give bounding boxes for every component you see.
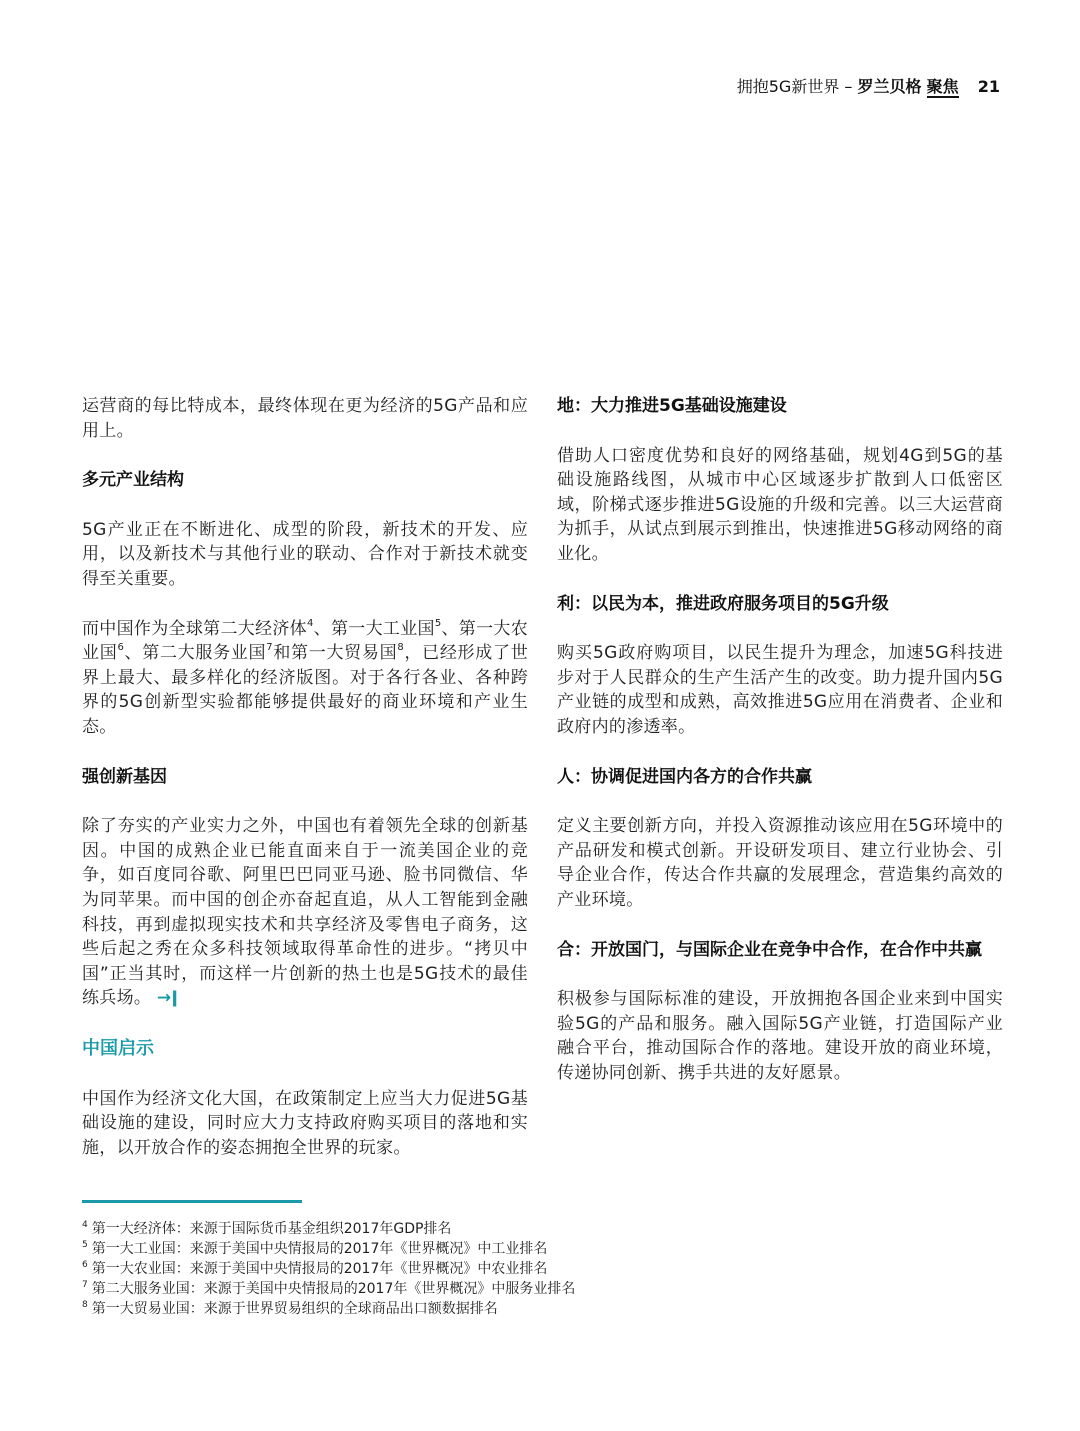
paragraph-innovation [82, 814, 528, 1011]
running-header [737, 76, 1000, 98]
footnote-text: 第一大工业国：来源于美国中央情报局的2017年《世界概况》中工业排名 [91, 1241, 548, 1257]
economy-text-5: 和第一大贸易国 [272, 643, 398, 664]
footnote-text: 第一大贸易业国：来源于世界贸易组织的全球商品出口额数据排名 [91, 1301, 498, 1317]
footnote-number: 4 [82, 1220, 88, 1230]
economy-text-6: ，已经形成了世界上最大、最多样化的经济版图。对于各行各业、各种跨界的5G创新型实验都能够提供最好的商业环境和产业生态。 [82, 643, 528, 737]
footnote-number: 6 [82, 1260, 88, 1270]
heading-diverse-industry: 多元产业结构 [82, 470, 184, 491]
footnote-text: 第一大农业国：来源于美国中央情报局的2017年《世界概况》中农业排名 [91, 1261, 548, 1277]
footnote-item [82, 1259, 682, 1279]
economy-text-2: 、第一大工业国 [313, 618, 435, 639]
footnote-number: 7 [82, 1280, 88, 1290]
paragraph-di: 借助人口密度优势和良好的网络基础，规划4G到5G的基础设施路线图，从城市中心区域逐步扩散到人口低密区域，阶梯式逐步推进5G设施的升级和完善。以三大运营商为抓手，从试点到展示到推出，快速推进5G移动网络的商业化。 [557, 445, 1003, 564]
header-title: 拥抱5G新世界 [736, 77, 840, 96]
heading-li: 利：以民为本，推进政府服务项目的5G升级 [557, 593, 889, 614]
page-number: 21 [977, 77, 1000, 96]
paragraph-economy [82, 617, 528, 740]
end-arrow-icon: →ǀ [156, 988, 179, 1009]
heading-innovation-gene: 强创新基因 [82, 766, 167, 787]
footnote-text: 第二大服务业国：来源于美国中央情报局的2017年《世界概况》中服务业排名 [91, 1281, 576, 1297]
left-column [82, 394, 528, 1186]
footnotes [82, 1219, 682, 1319]
economy-text-4: 、第二大服务业国 [124, 643, 267, 664]
footnote-ref-5: 5 [434, 617, 442, 629]
footnote-divider [82, 1200, 302, 1203]
footnote-item [82, 1299, 682, 1319]
innovation-text: 除了夯实的产业实力之外，中国也有着领先全球的创新基因。中国的成熟企业已能直面来自于一流美国企业的竞争，如百度同谷歌、阿里巴巴同亚马逊、脸书同微信、华为同苹果。而中国的创企亦奋起直追，从人工智能到金融科技，再到虚拟现实技术和共享经济及零售电子商务，这些后起之秀在众多科技领域取得革命性的进步。“拷贝中国”正当其时，而这样一片创新的热土也是5G技术的最佳练兵场。 [82, 816, 528, 1009]
paragraph-he: 积极参与国际标准的建设，开放拥抱各国企业来到中国实验5G的产品和服务。融入国际5G产业链，打造国际产业融合平台，推动国际合作的落地。建设开放的商业环境，传递协同创新、携手共进的友好愿景。 [557, 989, 1003, 1083]
heading-ren: 人：协调促进国内各方的合作共赢 [557, 766, 812, 787]
footnote-number: 5 [82, 1240, 88, 1250]
right-column [557, 394, 1003, 1110]
footnote-item [82, 1279, 682, 1299]
header-dash: – [844, 77, 853, 96]
paragraph-li: 购买5G政府购项目，以民生提升为理念，加速5G科技进步对于人民群众的生产生活产生的改变。助力提升国内5G产业链的成型和成熟，高效推进5G应用在消费者、企业和政府内的渗透率。 [557, 643, 1003, 737]
economy-text-1: 而中国作为全球第二大经济体 [82, 618, 307, 639]
paragraph-cost: 运营商的每比特成本，最终体现在更为经济的5G产品和应用上。 [82, 396, 528, 441]
paragraph-industry-evolution: 5G产业正在不断进化、成型的阶段，新技术的开发、应用，以及新技术与其他行业的联动、合作对于新技术就变得至关重要。 [82, 519, 528, 589]
footnote-ref-4: 4 [306, 617, 314, 629]
heading-china-insights: 中国启示 [82, 1037, 154, 1059]
footnote-ref-8: 8 [397, 642, 404, 654]
footnote-ref-6: 6 [117, 642, 125, 654]
economy-text-3: 、第一大农业国 [82, 618, 529, 664]
paragraph-china-insights: 中国作为经济文化大国，在政策制定上应当大力促进5G基础设施的建设，同时应大力支持政府购买项目的落地和实施，以开放合作的姿态拥抱全世界的玩家。 [82, 1088, 528, 1159]
footnote-text: 第一大经济体：来源于国际货币基金组织2017年GDP排名 [91, 1221, 452, 1237]
heading-di: 地：大力推进5G基础设施建设 [557, 396, 787, 416]
heading-he: 合：开放国门，与国际企业在竞争中合作，在合作中共赢 [557, 939, 982, 960]
footnote-ref-7: 7 [266, 642, 273, 654]
footnote-number: 8 [82, 1300, 88, 1310]
footnote-item [82, 1219, 682, 1239]
header-focus: 聚焦 [926, 77, 959, 96]
paragraph-ren: 定义主要创新方向，并投入资源推动该应用在5G环境中的产品研发和模式创新。开设研发项目、建立行业协会、引导企业合作，传达合作共赢的发展理念，营造集约高效的产业环境。 [557, 816, 1003, 910]
header-brand: 罗兰贝格 [857, 77, 922, 96]
footnote-item [82, 1239, 682, 1259]
